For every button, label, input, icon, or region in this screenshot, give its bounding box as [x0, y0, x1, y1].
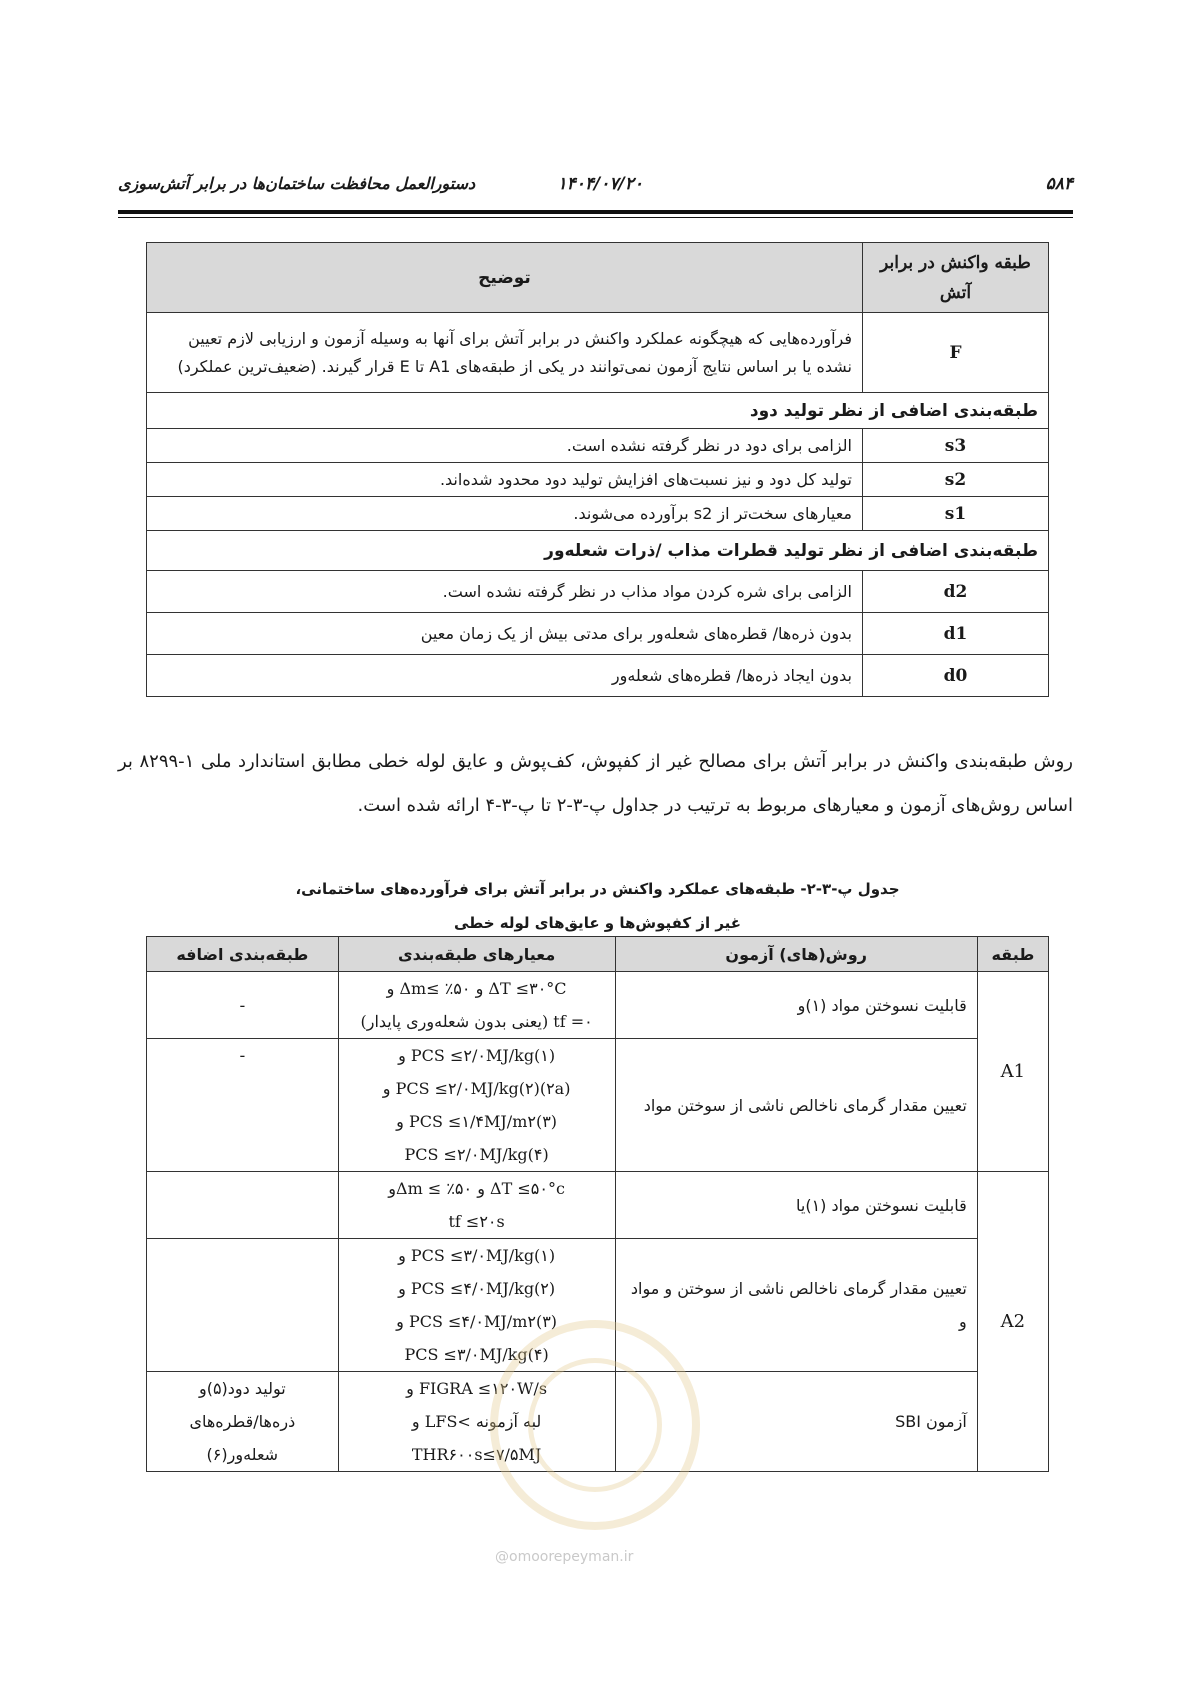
class-desc: فرآورده‌هایی که هیچگونه عملکرد واکنش در برابر آتش برای آنها به وسیله آزمون و ارزیابی لازم تعیین نشده یا بر اساس نتایج آزمون نمی‌توانند در یکی از طبقه‌های A1 تا E قرار گیرند. (ضعیف‌ترین عملکرد) — [147, 313, 863, 393]
header-rule-thin — [118, 217, 1073, 218]
criteria-line: FIGRA ≤۱۲۰W/s و — [406, 1379, 548, 1398]
drop-section-title: طبقه‌بندی اضافی از نظر تولید قطرات مذاب /ذرات شعله‌ور — [147, 531, 1049, 571]
method-cell: قابلیت نسوختن مواد (۱)و — [615, 972, 977, 1039]
seal-stamp-inner — [528, 1358, 662, 1492]
class-code: d1 — [863, 613, 1049, 655]
criteria-line: PCS ≤۳/۰MJ/kg(۱) و — [398, 1246, 556, 1265]
class-desc: الزامی برای دود در نظر گرفته نشده است. — [147, 429, 863, 463]
class-a2: A2 — [977, 1172, 1048, 1472]
header-class: طبقه — [977, 937, 1048, 972]
criteria-line: PCS ≤۲/۰MJ/kg(۴) — [404, 1145, 549, 1164]
caption-line-1: جدول پ-۳-۲- طبقه‌های عملکرد واکنش در برابر آتش برای فرآورده‌های ساختمانی، — [295, 880, 900, 898]
criteria-line: tf =۰ (یعنی بدون شعله‌وری پایدار) — [360, 1012, 593, 1031]
extra-line: تولید دود(۵)و — [198, 1379, 286, 1398]
method-cell: آزمون SBI — [615, 1372, 977, 1472]
class-code: s1 — [863, 497, 1049, 531]
header-title: دستورالعمل محافظت ساختمان‌ها در برابر آتش‌سوزی — [118, 174, 476, 193]
header-criteria: معیارهای طبقه‌بندی — [338, 937, 615, 972]
criteria-cell — [338, 972, 615, 1039]
reaction-class-table — [146, 242, 1049, 697]
extra-cell: - — [147, 1039, 339, 1172]
page-header — [118, 170, 1073, 200]
criteria-line: PCS ≤۴/۰MJ/kg(۲) و — [398, 1279, 556, 1298]
class-code: F — [863, 313, 1049, 393]
body-paragraph: روش طبقه‌بندی واکنش در برابر آتش برای مصالح غیر از کفپوش، کف‌پوش و عایق لوله خطی مطابق استاندارد ملی ۱-۸۲۹۹ بر اساس روش‌های آزمون و معیارهای مربوط به ترتیب در جداول پ-۳-۲ تا پ-۳-۴ ارائه شده است. — [118, 751, 1073, 816]
extra-line: ذره‌ها/قطره‌های — [189, 1412, 296, 1431]
col-class-header: طبقه واکنش در برابر آتش — [863, 243, 1049, 313]
criteria-line: ΔT ≤۳۰°C و Δm≤ ٪۵۰ و — [386, 979, 567, 998]
class-code: d0 — [863, 655, 1049, 697]
extra-line: شعله‌ور(۶) — [206, 1445, 279, 1464]
class-desc: بدون ذره‌ها/ قطره‌های شعله‌ور برای مدتی بیش از یک زمان معین — [147, 613, 863, 655]
class-code: d2 — [863, 571, 1049, 613]
extra-cell — [147, 1239, 339, 1372]
class-desc: بدون ایجاد ذره‌ها/ قطره‌های شعله‌ور — [147, 655, 863, 697]
extra-cell — [147, 1172, 339, 1239]
criteria-line: PCS ≤۲/۰MJ/kg(۲)(۲a) و — [382, 1079, 571, 1098]
header-rule-thick — [118, 210, 1073, 214]
caption-line-2: غیر از کفپوش‌ها و عایق‌های لوله خطی — [453, 914, 742, 932]
class-code: s2 — [863, 463, 1049, 497]
criteria-line: PCS ≤۲/۰MJ/kg(۱) و — [398, 1046, 556, 1065]
extra-cell — [147, 1372, 339, 1472]
criteria-cell — [338, 1039, 615, 1172]
criteria-line: PCS ≤۱/۴MJ/m۲(۳) و — [396, 1112, 558, 1131]
header-date: ۱۴۰۴/۰۷/۲۰ — [557, 174, 643, 194]
page-number: ۵۸۴ — [1045, 174, 1073, 194]
criteria-line: PCS ≤۴/۰MJ/m۲(۳) و — [396, 1312, 558, 1331]
criteria-line: لبه آزمونه >LFS و — [411, 1412, 542, 1431]
header-method: روش(های) آزمون — [615, 937, 977, 972]
criteria-line: PCS ≤۳/۰MJ/kg(۴) — [404, 1345, 549, 1364]
criteria-line: tf ≤۲۰s — [448, 1212, 505, 1231]
class-a1: A1 — [977, 972, 1048, 1172]
method-cell: تعیین مقدار گرمای ناخالص ناشی از سوختن و مواد و — [615, 1239, 977, 1372]
watermark-text: @omoorepeyman.ir — [495, 1549, 634, 1565]
criteria-cell — [338, 1172, 615, 1239]
class-desc: تولید کل دود و نیز نسبت‌های افزایش تولید دود محدود شده‌اند. — [147, 463, 863, 497]
class-desc: معیارهای سخت‌تر از s2 برآورده می‌شوند. — [147, 497, 863, 531]
header-extra: طبقه‌بندی اضافه — [147, 937, 339, 972]
method-cell: تعیین مقدار گرمای ناخالص ناشی از سوختن مواد — [615, 1039, 977, 1172]
class-desc: الزامی برای شره کردن مواد مذاب در نظر گرفته نشده است. — [147, 571, 863, 613]
criteria-line: ΔT ≤۵۰°c و Δm ≤ ٪۵۰و — [388, 1179, 565, 1198]
smoke-section-title: طبقه‌بندی اضافی از نظر تولید دود — [147, 393, 1049, 429]
table-caption — [146, 872, 1049, 940]
class-code: s3 — [863, 429, 1049, 463]
criteria-line: THR۶۰۰s≤۷/۵MJ — [411, 1445, 542, 1464]
col-desc-header: توضیح — [147, 243, 863, 313]
extra-cell: - — [147, 972, 339, 1039]
method-cell: قابلیت نسوختن مواد (۱)یا — [615, 1172, 977, 1239]
